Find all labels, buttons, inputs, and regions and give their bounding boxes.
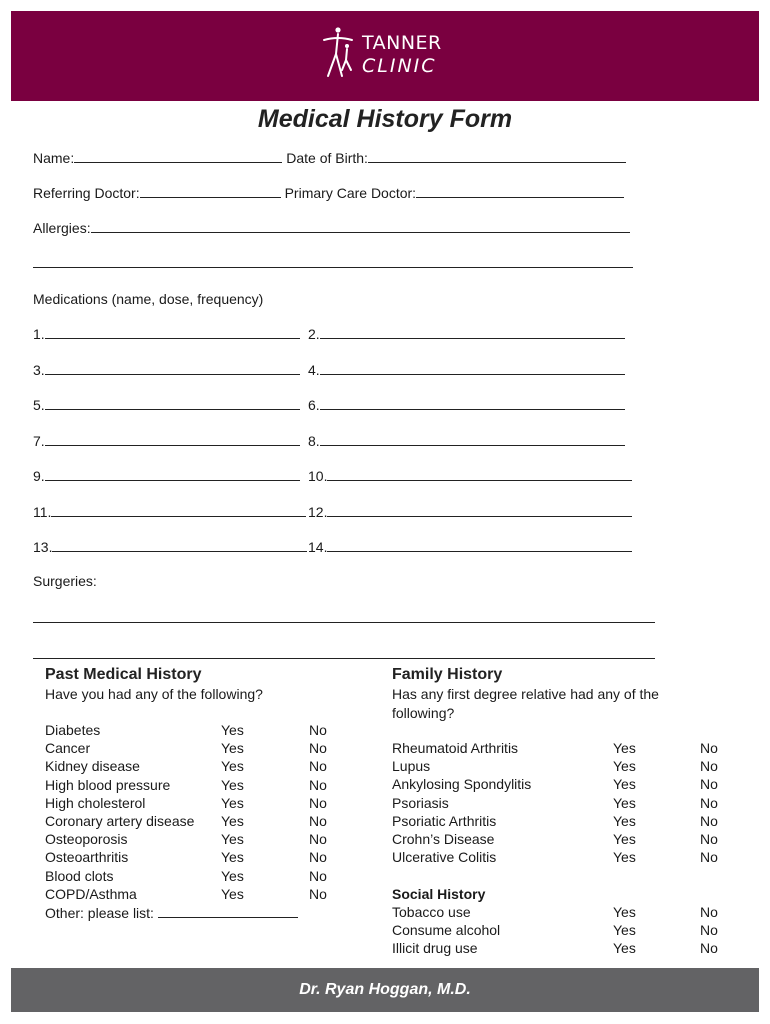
condition-label: Kidney disease — [45, 758, 140, 775]
condition-row — [392, 903, 718, 921]
past-medical-history — [45, 665, 263, 704]
medication-number: 11. — [33, 503, 52, 520]
brand-line-2: CLINIC — [362, 55, 437, 77]
condition-label: Psoriatic Arthritis — [392, 812, 497, 829]
condition-label: Tobacco use — [392, 904, 471, 920]
condition-label: COPD/Asthma — [45, 885, 137, 902]
medication-entry — [308, 468, 632, 484]
medications-label: Medications (name, dose, frequency) — [33, 291, 264, 307]
yes-option[interactable]: Yes — [221, 722, 244, 738]
condition-row — [392, 939, 718, 957]
no-option[interactable]: No — [700, 831, 718, 847]
yes-option[interactable]: Yes — [613, 849, 636, 866]
family-history-question-1: Has any first degree relative had any of the — [392, 686, 659, 702]
condition-row — [392, 775, 718, 793]
yes-option[interactable]: Yes — [221, 849, 244, 866]
dob-label: Date of Birth: — [286, 150, 368, 166]
medication-field[interactable] — [51, 505, 306, 517]
surgeries-label: Surgeries: — [33, 573, 97, 589]
medication-number: 1. — [33, 326, 45, 342]
medication-entry — [33, 326, 300, 342]
condition-label: Psoriasis — [392, 794, 449, 811]
medication-entry — [308, 504, 632, 520]
condition-row — [45, 830, 327, 848]
other-row — [45, 905, 298, 921]
condition-row — [45, 757, 327, 775]
medication-field[interactable] — [45, 398, 300, 410]
footer-doctor-name: Dr. Ryan Hoggan, M.D. — [11, 968, 759, 1012]
medication-field[interactable] — [320, 327, 625, 339]
medication-entry — [33, 504, 306, 520]
surgeries-line-1[interactable] — [33, 622, 655, 623]
doctors-row — [33, 185, 624, 201]
family-history-heading: Family History — [392, 666, 503, 683]
yes-option[interactable]: Yes — [613, 922, 636, 939]
referring-doctor-label: Referring Doctor: — [33, 185, 140, 201]
allergies-row — [33, 220, 630, 236]
no-option[interactable]: No — [700, 849, 718, 866]
medication-field[interactable] — [327, 540, 632, 552]
condition-label: High blood pressure — [45, 776, 171, 793]
yes-option[interactable]: Yes — [613, 831, 636, 847]
condition-row — [45, 721, 327, 739]
yes-option[interactable]: Yes — [221, 831, 244, 848]
yes-option[interactable]: Yes — [221, 885, 244, 902]
condition-label: Consume alcohol — [392, 922, 501, 939]
condition-label: Osteoarthritis — [45, 849, 129, 866]
condition-label: High cholesterol — [45, 794, 146, 811]
yes-option[interactable]: Yes — [221, 794, 244, 811]
family-figure-icon — [318, 26, 358, 82]
condition-row — [392, 921, 718, 939]
yes-option[interactable]: Yes — [221, 813, 244, 829]
condition-label: Illicit drug use — [392, 940, 478, 957]
medication-number: 4. — [308, 361, 320, 378]
condition-label: Coronary artery disease — [45, 813, 195, 829]
medication-number: 2. — [308, 326, 320, 342]
condition-label: Lupus — [392, 758, 431, 775]
no-option[interactable]: No — [700, 776, 718, 793]
no-option[interactable]: No — [700, 812, 718, 829]
medication-entry — [308, 539, 632, 555]
yes-option[interactable]: Yes — [613, 758, 636, 775]
condition-row — [392, 830, 718, 848]
condition-label: Diabetes — [45, 722, 101, 738]
medication-number: 10. — [308, 468, 328, 484]
condition-row — [45, 867, 327, 885]
dob-field[interactable] — [368, 151, 626, 163]
allergies-field[interactable] — [91, 221, 630, 233]
no-option[interactable]: No — [309, 867, 327, 884]
no-option[interactable]: No — [309, 831, 327, 848]
no-option[interactable]: No — [700, 758, 718, 775]
social-history-heading: Social History — [392, 886, 486, 902]
condition-label: Ankylosing Spondylitis — [392, 776, 532, 793]
name-dob-row — [33, 150, 626, 166]
medication-field[interactable] — [327, 505, 632, 517]
medication-field[interactable] — [52, 540, 307, 552]
medication-entry — [308, 433, 625, 449]
yes-option[interactable]: Yes — [613, 904, 636, 920]
condition-row — [392, 812, 718, 830]
medication-field[interactable] — [327, 469, 632, 481]
medication-number: 9. — [33, 468, 45, 484]
no-option[interactable]: No — [700, 922, 718, 939]
name-field[interactable] — [74, 151, 282, 163]
medication-number: 7. — [33, 432, 45, 449]
medication-entry — [33, 539, 307, 555]
medication-field[interactable] — [45, 434, 300, 446]
yes-option[interactable]: Yes — [613, 940, 636, 957]
no-option[interactable]: No — [700, 794, 718, 811]
form-title: Medical History Form — [257, 105, 513, 133]
no-option[interactable]: No — [309, 849, 327, 866]
past-history-question: Have you had any of the following? — [45, 686, 263, 702]
medication-field[interactable] — [45, 327, 300, 339]
no-option[interactable]: No — [309, 885, 327, 902]
primary-doctor-field[interactable] — [416, 186, 624, 198]
yes-option[interactable]: Yes — [613, 740, 636, 756]
yes-option[interactable]: Yes — [221, 867, 244, 884]
no-option[interactable]: No — [309, 758, 327, 775]
condition-row — [45, 885, 327, 903]
family-history — [392, 665, 659, 723]
allergies-label: Allergies: — [33, 220, 91, 236]
condition-label: Cancer — [45, 740, 91, 757]
medication-number: 13. — [33, 539, 53, 555]
condition-row — [45, 739, 327, 757]
medication-field[interactable] — [320, 398, 625, 410]
name-label: Name: — [33, 150, 75, 166]
yes-option[interactable]: Yes — [613, 794, 636, 811]
primary-doctor-label: Primary Care Doctor: — [284, 185, 417, 201]
condition-row — [45, 794, 327, 812]
other-label: Other: please list: — [45, 905, 154, 921]
no-option[interactable]: No — [309, 740, 327, 757]
medication-entry — [308, 397, 625, 413]
condition-row — [45, 776, 327, 794]
no-option[interactable]: No — [309, 722, 327, 738]
condition-row — [392, 757, 718, 775]
condition-row — [45, 848, 327, 866]
yes-option[interactable]: Yes — [613, 812, 636, 829]
medication-field[interactable] — [320, 434, 625, 446]
condition-row — [392, 739, 718, 757]
medication-entry — [33, 362, 300, 378]
no-option[interactable]: No — [700, 740, 718, 756]
other-field[interactable] — [158, 906, 298, 918]
yes-option[interactable]: Yes — [221, 740, 244, 757]
tanner-clinic-logo — [318, 26, 448, 82]
medication-field[interactable] — [45, 469, 300, 481]
medication-number: 3. — [33, 361, 45, 378]
medication-field[interactable] — [320, 363, 625, 375]
no-option[interactable]: No — [700, 904, 718, 920]
allergies-line-2[interactable] — [33, 267, 633, 268]
no-option[interactable]: No — [309, 794, 327, 811]
condition-label: Osteoporosis — [45, 831, 128, 848]
no-option[interactable]: No — [309, 813, 327, 829]
medication-field[interactable] — [45, 363, 300, 375]
brand-line-1: TANNER — [362, 32, 442, 54]
condition-label: Crohn’s Disease — [392, 831, 495, 847]
condition-row — [392, 794, 718, 812]
medication-number: 6. — [308, 397, 320, 413]
medication-number: 8. — [308, 432, 320, 449]
medication-number: 12. — [308, 503, 328, 520]
condition-label: Ulcerative Colitis — [392, 849, 497, 866]
medication-entry — [33, 468, 300, 484]
medication-entry — [33, 397, 300, 413]
family-history-question-2: following? — [392, 705, 455, 721]
yes-option[interactable]: Yes — [221, 776, 244, 793]
no-option[interactable]: No — [309, 776, 327, 793]
medication-entry — [33, 433, 300, 449]
past-history-heading: Past Medical History — [45, 666, 202, 683]
condition-row — [392, 848, 718, 866]
medication-entry — [308, 326, 625, 342]
condition-label: Blood clots — [45, 867, 114, 884]
medication-entry — [308, 362, 625, 378]
surgeries-line-2[interactable] — [33, 658, 655, 659]
medication-number: 5. — [33, 397, 45, 413]
no-option[interactable]: No — [700, 940, 718, 957]
referring-doctor-field[interactable] — [140, 186, 281, 198]
condition-label: Rheumatoid Arthritis — [392, 740, 519, 756]
condition-row — [45, 812, 327, 830]
medication-number: 14. — [308, 539, 328, 555]
yes-option[interactable]: Yes — [221, 758, 244, 775]
yes-option[interactable]: Yes — [613, 776, 636, 793]
